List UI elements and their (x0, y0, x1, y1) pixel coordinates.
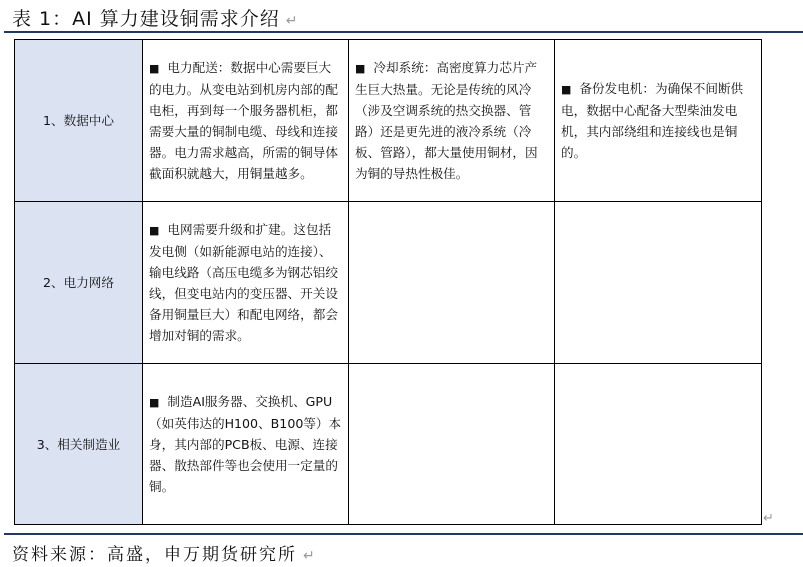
table-cell-empty (555, 364, 762, 525)
table-cell-empty (349, 202, 555, 364)
top-rule (4, 31, 803, 33)
table-cell-empty (349, 364, 555, 525)
cell-text: 冷却系统：高密度算力芯片产生巨大热量。无论是传统的风冷（涉及空调系统的热交换器、管路）还是更先进的液冷系统（冷板、管路），都大量使用铜材，因为铜的导热性极佳。 (355, 60, 538, 181)
cell-text: 电力配送：数据中心需要巨大的电力。从变电站到机房内部的配电柜，再到每一个服务器机柜，都需要大量的铜制电缆、母线和连接器。电力需求越高，所需的铜导体截面积就越大，用铜量越多。 (149, 60, 338, 181)
bullet-square-icon: ■ (149, 224, 160, 237)
cell-text: 电网需要升级和扩建。这包括发电侧（如新能源电站的连接）、输电线路（高压电缆多为钢芯铝绞线，但变电站内的变压器、开关设备用铜量巨大）和配电网络，都会增加对铜的需求。 (149, 222, 338, 343)
source-note (12, 540, 317, 565)
table-caption-text: 表 1：AI 算力建设铜需求介绍 (12, 8, 280, 30)
table-cell (143, 364, 349, 525)
table-cell (143, 40, 349, 202)
bullet-square-icon: ■ (149, 62, 160, 75)
paragraph-mark-icon: ↵ (763, 511, 774, 526)
bullet-square-icon: ■ (355, 62, 366, 75)
table-row (15, 40, 762, 202)
row-header: 3、相关制造业 (15, 364, 143, 525)
source-text: 资料来源：高盛，申万期货研究所 (12, 545, 297, 565)
table-row (15, 364, 762, 525)
table-caption (12, 4, 299, 31)
row-header: 2、电力网络 (15, 202, 143, 364)
copper-demand-table (14, 39, 762, 525)
row-header: 1、数据中心 (15, 40, 143, 202)
bottom-rule (4, 533, 803, 535)
cell-text: 制造AI服务器、交换机、GPU（如英伟达的H100、B100等）本身，其内部的PCB板、电源、连接器、散热部件等也会使用一定量的铜。 (149, 394, 342, 494)
table-cell (349, 40, 555, 202)
bullet-square-icon: ■ (561, 83, 572, 96)
table-cell (143, 202, 349, 364)
paragraph-mark-icon: ↵ (303, 548, 317, 564)
paragraph-mark-icon: ↵ (285, 13, 299, 29)
bullet-square-icon: ■ (149, 396, 160, 409)
cell-text: 备份发电机：为确保不间断供电，数据中心配备大型柴油发电机，其内部绕组和连接线也是铜的。 (561, 81, 744, 160)
table-row (15, 202, 762, 364)
table-cell-empty (555, 202, 762, 364)
table-cell (555, 40, 762, 202)
